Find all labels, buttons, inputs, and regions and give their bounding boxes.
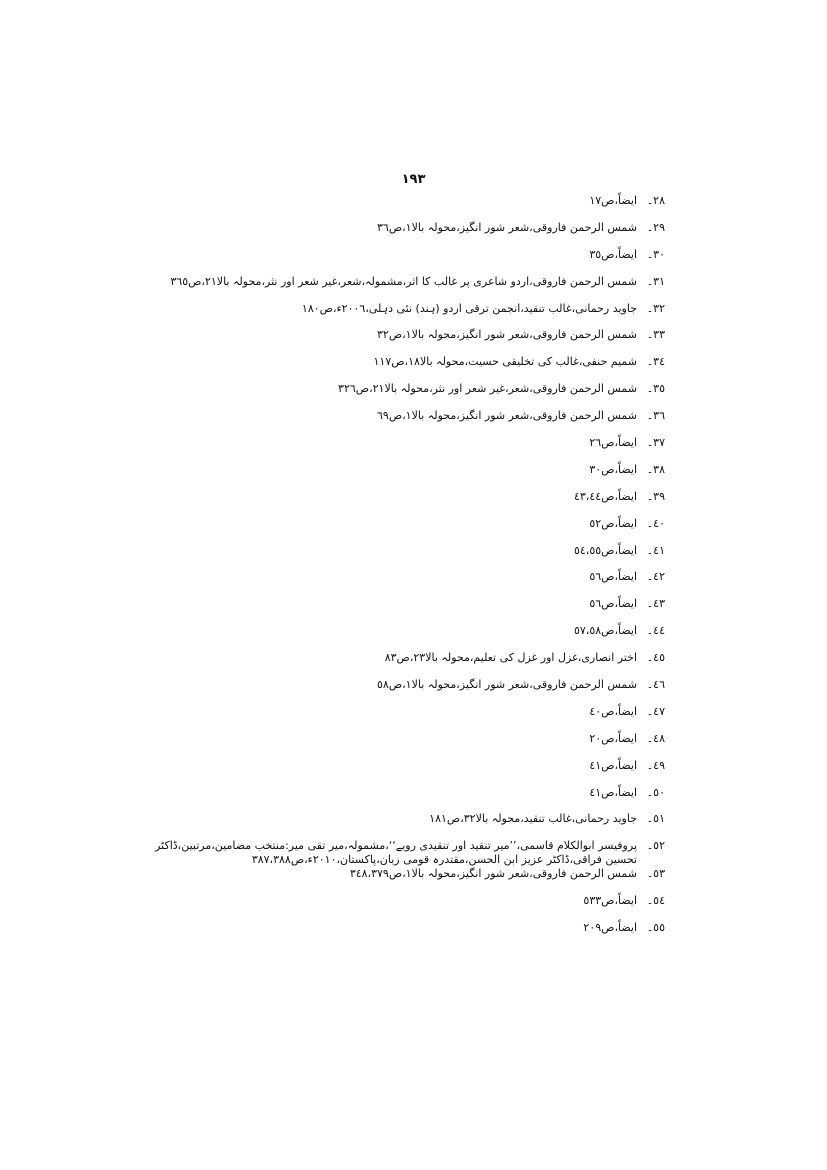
endnote-text: ایضاً،ص٢٠: [589, 731, 637, 745]
endnote-number: ٤٣۔: [646, 597, 665, 611]
endnote-text: ایضاً،ص٢٦: [589, 436, 637, 450]
endnote-number: ٥١۔: [646, 812, 665, 826]
endnote-text: شمس الرحمن فاروقی،شعر شور انگیز،محولہ بالا١،ص٥٨: [376, 678, 637, 692]
endnote-text: ایضاً،ص٥٦: [589, 570, 637, 584]
endnote-text: شمس الرحمن فاروقی،شعر،غیر شعر اور نثر،محولہ بالا٢١،ص٣٢٦: [338, 382, 637, 396]
endnote-item: [145, 705, 665, 732]
endnote-text: شمس الرحمن فاروقی،اردو شاعری پر غالب کا اثر،مشمولہ،شعر،غیر شعر اور نثر،محولہ بالا٢١،ص٣٦٥: [170, 274, 637, 288]
endnote-text: اختر انصاری،غزل اور غزل کی تعلیم،محولہ بالا٢٣،ص٨٣: [384, 651, 637, 665]
endnote-text: شمس الرحمن فاروقی،شعر شور انگیز،محولہ بالا١،ص٣٢: [376, 328, 637, 342]
endnote-number: ٤٩۔: [646, 758, 665, 772]
endnote-number: ٤٤۔: [646, 624, 665, 638]
endnote-item: [145, 894, 665, 921]
endnote-item: [145, 328, 665, 355]
endnote-number: ٣٩۔: [646, 489, 665, 503]
endnote-item: [145, 355, 665, 382]
endnote-item: [145, 759, 665, 786]
endnote-number: ٤٠۔: [646, 516, 665, 530]
endnote-text: ایضاً،ص٤١: [589, 785, 637, 799]
page-number: ١٩٣: [401, 172, 426, 187]
endnote-number: ٣٦۔: [646, 409, 665, 423]
endnote-item: [145, 678, 665, 705]
endnote-number: ٣٢۔: [646, 301, 665, 315]
endnote-text: ایضاً،ص٤٠: [589, 704, 637, 718]
endnote-item: [145, 463, 665, 490]
endnote-item: [145, 517, 665, 544]
endnote-text: ایضاً،ص٤٣،٤٤: [573, 489, 637, 503]
endnote-number: ٥٣۔: [646, 867, 665, 881]
endnote-item: [145, 194, 665, 221]
endnote-text: شمیم حنفی،غالب کی تخلیقی حسیت،محولہ بالا١٨،ص١١٧: [373, 355, 637, 369]
endnote-number: ٤٧۔: [646, 704, 665, 718]
endnote-number: ٣٨۔: [646, 462, 665, 476]
endnote-text: ایضاً،ص٥٤،٥٥: [573, 543, 637, 557]
endnote-item: [145, 490, 665, 517]
endnote-number: ٣١۔: [646, 274, 665, 288]
endnote-item: [145, 867, 665, 894]
endnote-item: [145, 436, 665, 463]
endnote-number: ٢٩۔: [646, 220, 665, 234]
endnote-text: ایضاً،ص٥٦: [589, 597, 637, 611]
endnote-text: ایضاً،ص٣٠: [589, 462, 637, 476]
endnote-item: [145, 812, 665, 839]
endnote-number: ٤٢۔: [646, 570, 665, 584]
endnote-item: [145, 248, 665, 275]
endnote-number: ٣٤۔: [646, 355, 665, 369]
endnote-number: ٥٢۔: [646, 839, 665, 853]
endnote-text: ایضاً،ص١٧: [589, 194, 637, 207]
endnote-item: [145, 921, 665, 948]
endnote-number: ٥٤۔: [646, 894, 665, 908]
endnote-text: ایضاً،ص٢٠٩: [583, 921, 637, 935]
endnote-number: ٢٨۔: [646, 194, 665, 207]
endnote-item: [145, 651, 665, 678]
endnote-text: شمس الرحمن فاروقی،شعر شور انگیز،محولہ بالا١،ص٦٩: [376, 409, 637, 423]
endnote-item: [145, 221, 665, 248]
endnote-number: ٣٧۔: [646, 436, 665, 450]
endnote-number: ٤٥۔: [646, 651, 665, 665]
endnote-text: ایضاً،ص٥٣٣: [583, 894, 637, 908]
endnote-item: [145, 732, 665, 759]
endnote-text: جاوید رحمانی،غالب تنقید،محولہ بالا٣٢،ص١٨١: [429, 812, 637, 826]
endnote-text: ایضاً،ص٥٢: [589, 516, 637, 530]
endnote-number: ٥٠۔: [646, 785, 665, 799]
endnote-item: [145, 839, 665, 867]
endnote-item: [145, 786, 665, 813]
endnote-text: ایضاً،ص٥٧،٥٨: [573, 624, 637, 638]
endnote-item: [145, 624, 665, 651]
endnote-item: [145, 302, 665, 329]
endnote-item: [145, 597, 665, 624]
endnotes-list: [145, 194, 665, 948]
endnote-number: ٤١۔: [646, 543, 665, 557]
endnote-number: ٣٠۔: [646, 247, 665, 261]
endnote-number: ٥٥۔: [646, 921, 665, 935]
endnote-item: [145, 275, 665, 302]
endnote-number: ٣٣۔: [646, 328, 665, 342]
endnote-number: ٤٦۔: [646, 678, 665, 692]
endnote-number: ٣٥۔: [646, 382, 665, 396]
endnote-number: ٤٨۔: [646, 731, 665, 745]
endnote-text: ایضاً،ص٤١: [589, 758, 637, 772]
endnote-item: [145, 409, 665, 436]
endnote-text: شمس الرحمن فاروقی،شعر شور انگیز،محولہ بالا١،ص٣٤٨،٣٧٩: [349, 867, 637, 881]
endnote-item: [145, 570, 665, 597]
endnote-text: شمس الرحمن فاروقی،شعر شور انگیز،محولہ بالا١،ص٣٦: [376, 220, 637, 234]
endnote-text: جاوید رحمانی،غالب تنقید،انجمن ترقی اردو (ہند) نئی دہلی،٢٠٠٦ء،ص١٨٠: [301, 301, 637, 315]
endnote-item: [145, 544, 665, 571]
endnote-text: ایضاً،ص٣٥: [589, 247, 637, 261]
endnote-text: پروفیسر ابوالکلام قاسمی،’’میر تنقید اور تنقیدی رویے‘‘،مشمولہ،میر تقی میر:منتخب مضامین،مرتبین،ڈاکٹر تحسین فراقی،ڈاکٹر عزیز ابن الحسن،مقتدرہ قومی زبان،پاکستان،٢٠١٠ء،ص٣٨٧،٣٨٨: [155, 839, 637, 867]
endnote-item: [145, 382, 665, 409]
